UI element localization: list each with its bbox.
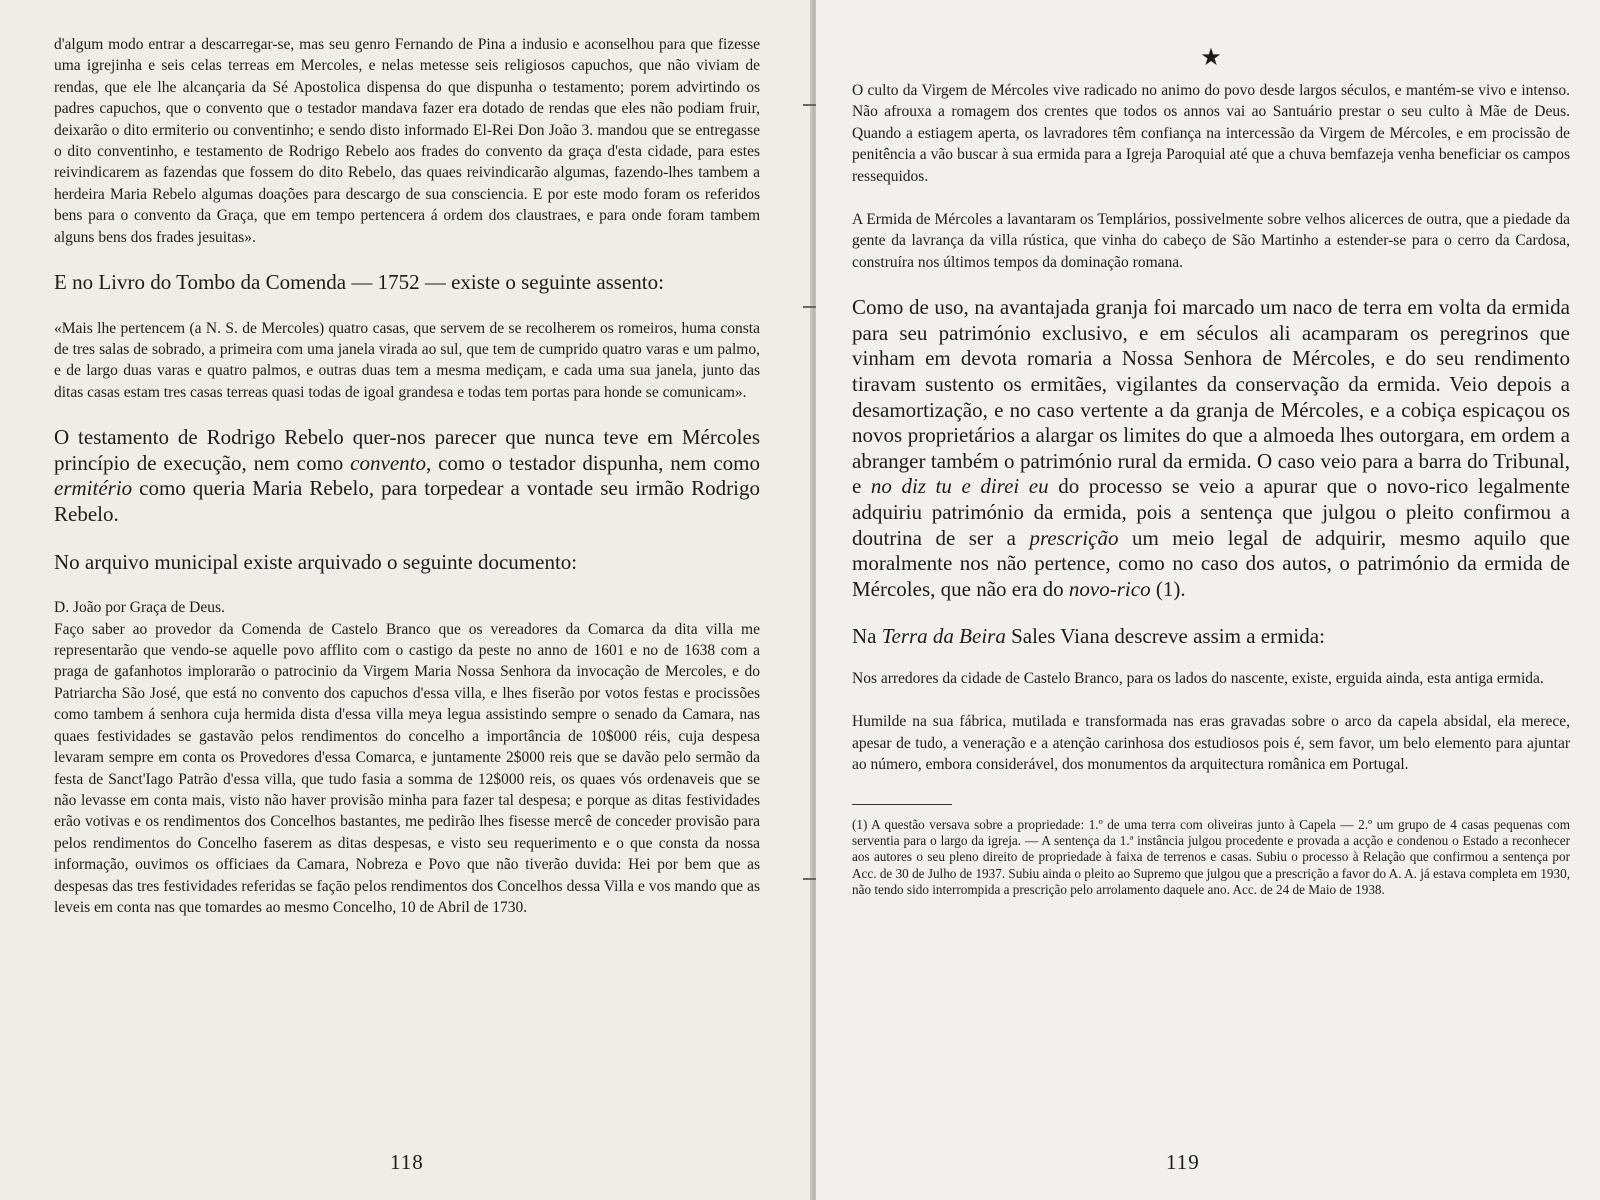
right-paragraph-4: Na Terra da Beira Sales Viana descreve assim a ermida: bbox=[852, 624, 1325, 649]
right-paragraph-5: Nos arredores da cidade de Castelo Branco, para os lados do nascente, existe, erguida ainda, esta antiga ermida. bbox=[852, 669, 1544, 687]
star-ornament: ★ bbox=[1200, 45, 1222, 71]
document-body: Faço saber ao provedor da Comenda de Castelo Branco que os vereadores da Comarca da dita villa me representarão que vendo-se aquelle povo afflito com o castigo da peste no anno de 1601 e no de 1638 com a praga de gafanhotos implorarão o patrocinio da Virgem Maria Nossa Senhora da invocação de Mercoles, e do Patriarcha São José, que está no convento dos capuchos d'essa villa, e lhes fiserão por votos festas e procissões como tambem á senhora cuja hermida dista d'essa villa meya legua assistindo sempre o senado da Camara, nas quaes festividades se gastavão pelos rendimentos do concelho a importância de 10$000 réis, cuja despesa levaram sempre em conta os Provedores d'essa Comarca, e juntamente 2$000 reis que se davão pelo sermão da festa de Sanct'Iago Patrão d'essa villa, que tudo fasia a somma de 12$000 reis, os quaes vós ordenaveis que se não levasse em conta mais, visto não haver provisão minha para fazer tal despesa; e porque as ditas festividades erão votivas e os rendimentos dos Concelhos bastantes, me pedirão lhes fisesse mercê de conceder provisão para pelos rendimentos do Concelho faserem as ditas despesas, e visto seu requerimento e o que consta da nossa informação, ouvimos os officiaes da Camara, Nobreza e Povo que não tiverão duvida: Hei por bem que as despesas das tres festividades referidas se façāo pelos rendimentos dos Concelhos dessa Villa e vos mando que as leveis em conta nas que tomardes ao mesmo Concelho, 10 de Abril de 1730. bbox=[54, 620, 760, 916]
footnote-rule bbox=[852, 804, 952, 805]
page-number-left: 118 bbox=[390, 1150, 424, 1174]
left-paragraph-4: O testamento de Rodrigo Rebelo quer-nos parecer que nunca teve em Mércoles princípio de execução, nem como convento, como o testador dispunha, nem como ermitério como queria Maria Rebelo, para torpedear a vontade seu irmão Rodrigo Rebelo. bbox=[54, 425, 760, 527]
left-paragraph-5: No arquivo municipal existe arquivado o seguinte documento: bbox=[54, 549, 578, 574]
left-quote-paragraph: «Mais lhe pertencem (a N. S. de Mercoles) quatro casas, que servem de se recolherem os romeiros, huma consta de tres salas de sobrado, a primeira com uma janela virada ao sul, que tem de cumprido quatro varas e um palmo, e de largo duas varas e quatro palmos, e outras duas tem a mesma mediçam, e cada uma sua janela, junto das ditas casas estam tres casas terreas quasi todas de igoal grandesa e todas tem portas para honde se comunicam». bbox=[54, 319, 760, 401]
left-paragraph-2: E no Livro do Tombo da Comenda — 1752 — existe o seguinte assento: bbox=[54, 270, 664, 295]
right-paragraph-2: A Ermida de Mércoles a lavantaram os Templários, possivelmente sobre velhos alicerces de outra, que a piedade da gente da lavrança da villa rústica, que vinha do cabeço de São Martinho a estender-se para o cerro da Cardosa, construíra nos últimos tempos da dominação romana. bbox=[852, 211, 1570, 271]
page-number-right: 119 bbox=[1166, 1150, 1200, 1174]
right-paragraph-1: O culto da Virgem de Mércoles vive radicado no animo do povo desde largos séculos, e mantém-se vivo e intenso. Não afrouxa a romagem dos crentes que todos os annos vai ao Santuário prestar o seu culto à Mãe de Deus. Quando a estiagem aperta, os lavradores têm confiança na intercessão da Virgem de Mércoles, e em procissão de penitência a vão buscar à sua ermida para a Igreja Paroquial até que a chuva bemfazeja venha beneficiar os campos ressequidos. bbox=[852, 82, 1570, 185]
footnote: (1) A questão versava sobre a propriedade: 1.º de uma terra com oliveiras junto à Capela — 2.º um grupo de 4 casas pequenas com serventia para o largo da igreja. — A sentença da 1.ª instância julgou procedente e provada a acção e condenou o Estado a reconhecer aos autores o seu pleno direito de propriedade à faixa de terrenos e casas. Subiu o processo à Relação que confirmou a sentença por Acc. de 30 de Julho de 1937. Subiu ainda o pleito ao Supremo que julgou que a prescrição a favor do A. A. já estava completa em 1930, não tendo sido interrompida a prescrição pelo arrolamento daquele ano. Acc. de 24 de Maio de 1938. bbox=[852, 816, 1570, 898]
right-page bbox=[816, 0, 1600, 1200]
right-paragraph-3: Como de uso, na avantajada granja foi marcado um naco de terra em volta da ermida para seu património exclusivo, e em séculos ali acamparam os peregrinos que vinham em devota romaria a Nossa Senhora de Mércoles, e do seu rendimento tiravam sustento os ermitães, vigilantes da conservação da ermida. Veio depois a desamortização, e no caso vertente a da granja de Mércoles, e a cobiça espicaçou os novos proprietários a alargar os limites do que a almoeda lhes outorgara, em ordem a abranger também o património rural da ermida. O caso veio para a barra do Tribunal, e no diz tu e direi eu do processo se veio a apurar que o novo-rico legalmente adquiriu património da ermida, pois a sentença que julgou o pleito confirmou a doutrina de ser a prescrição um meio legal de adquirir, mesmo aquilo que moralmente nos não pertence, como no caso dos autos, o património da ermida de Mércoles, que não era do novo-rico (1). bbox=[852, 295, 1570, 601]
left-paragraph-1: d'algum modo entrar a descarregar-se, mas seu genro Fernando de Pina a indusio e aconselhou para que fizesse uma igrejinha e seis celas terreas em Mercoles, e nelas metesse seis religiosos capuchos, que não viviam de rendas, que ele lhe alcançaria da Sé Apostolica dispensa do que dispunha o testamento; porem advirtindo os padres capuchos, que o convento que o testador mandava fazer era dotado de rendas que eles não podiam fruir, deixarão o dito ermiterio ou conventinho; e sendo disto informado El-Rei Don João 3. mandou que se entregasse o dito conventinho, e testamento de Rodrigo Rebelo aos frades do convento da graça d'esta cidade, para estes reivindicarem as fazendas que fossem do dito Rebelo, das quaes reivindicarão algumas, fazendo-lhes tambem a herdeira Maria Rebelo algumas doações para descargo de sua consciencia. E por este modo foram os referidos bens para o convento da Graça, que em tempo pertencera á ordem dos claustraes, e para onde foram tambem alguns bens dos frades jesuitas». bbox=[54, 36, 760, 246]
document-heading: D. João por Graça de Deus. bbox=[54, 599, 225, 617]
right-paragraph-6: Humilde na sua fábrica, mutilada e transformada nas eras gravadas sobre o arco da capela absidal, ela merece, apesar de tudo, a veneração e a atenção carinhosa dos estudiosos pois é, sem favor, um belo elemento para ajuntar ao número, embora considerável, dos monumentos da arquitectura românica em Portugal. bbox=[852, 713, 1570, 774]
